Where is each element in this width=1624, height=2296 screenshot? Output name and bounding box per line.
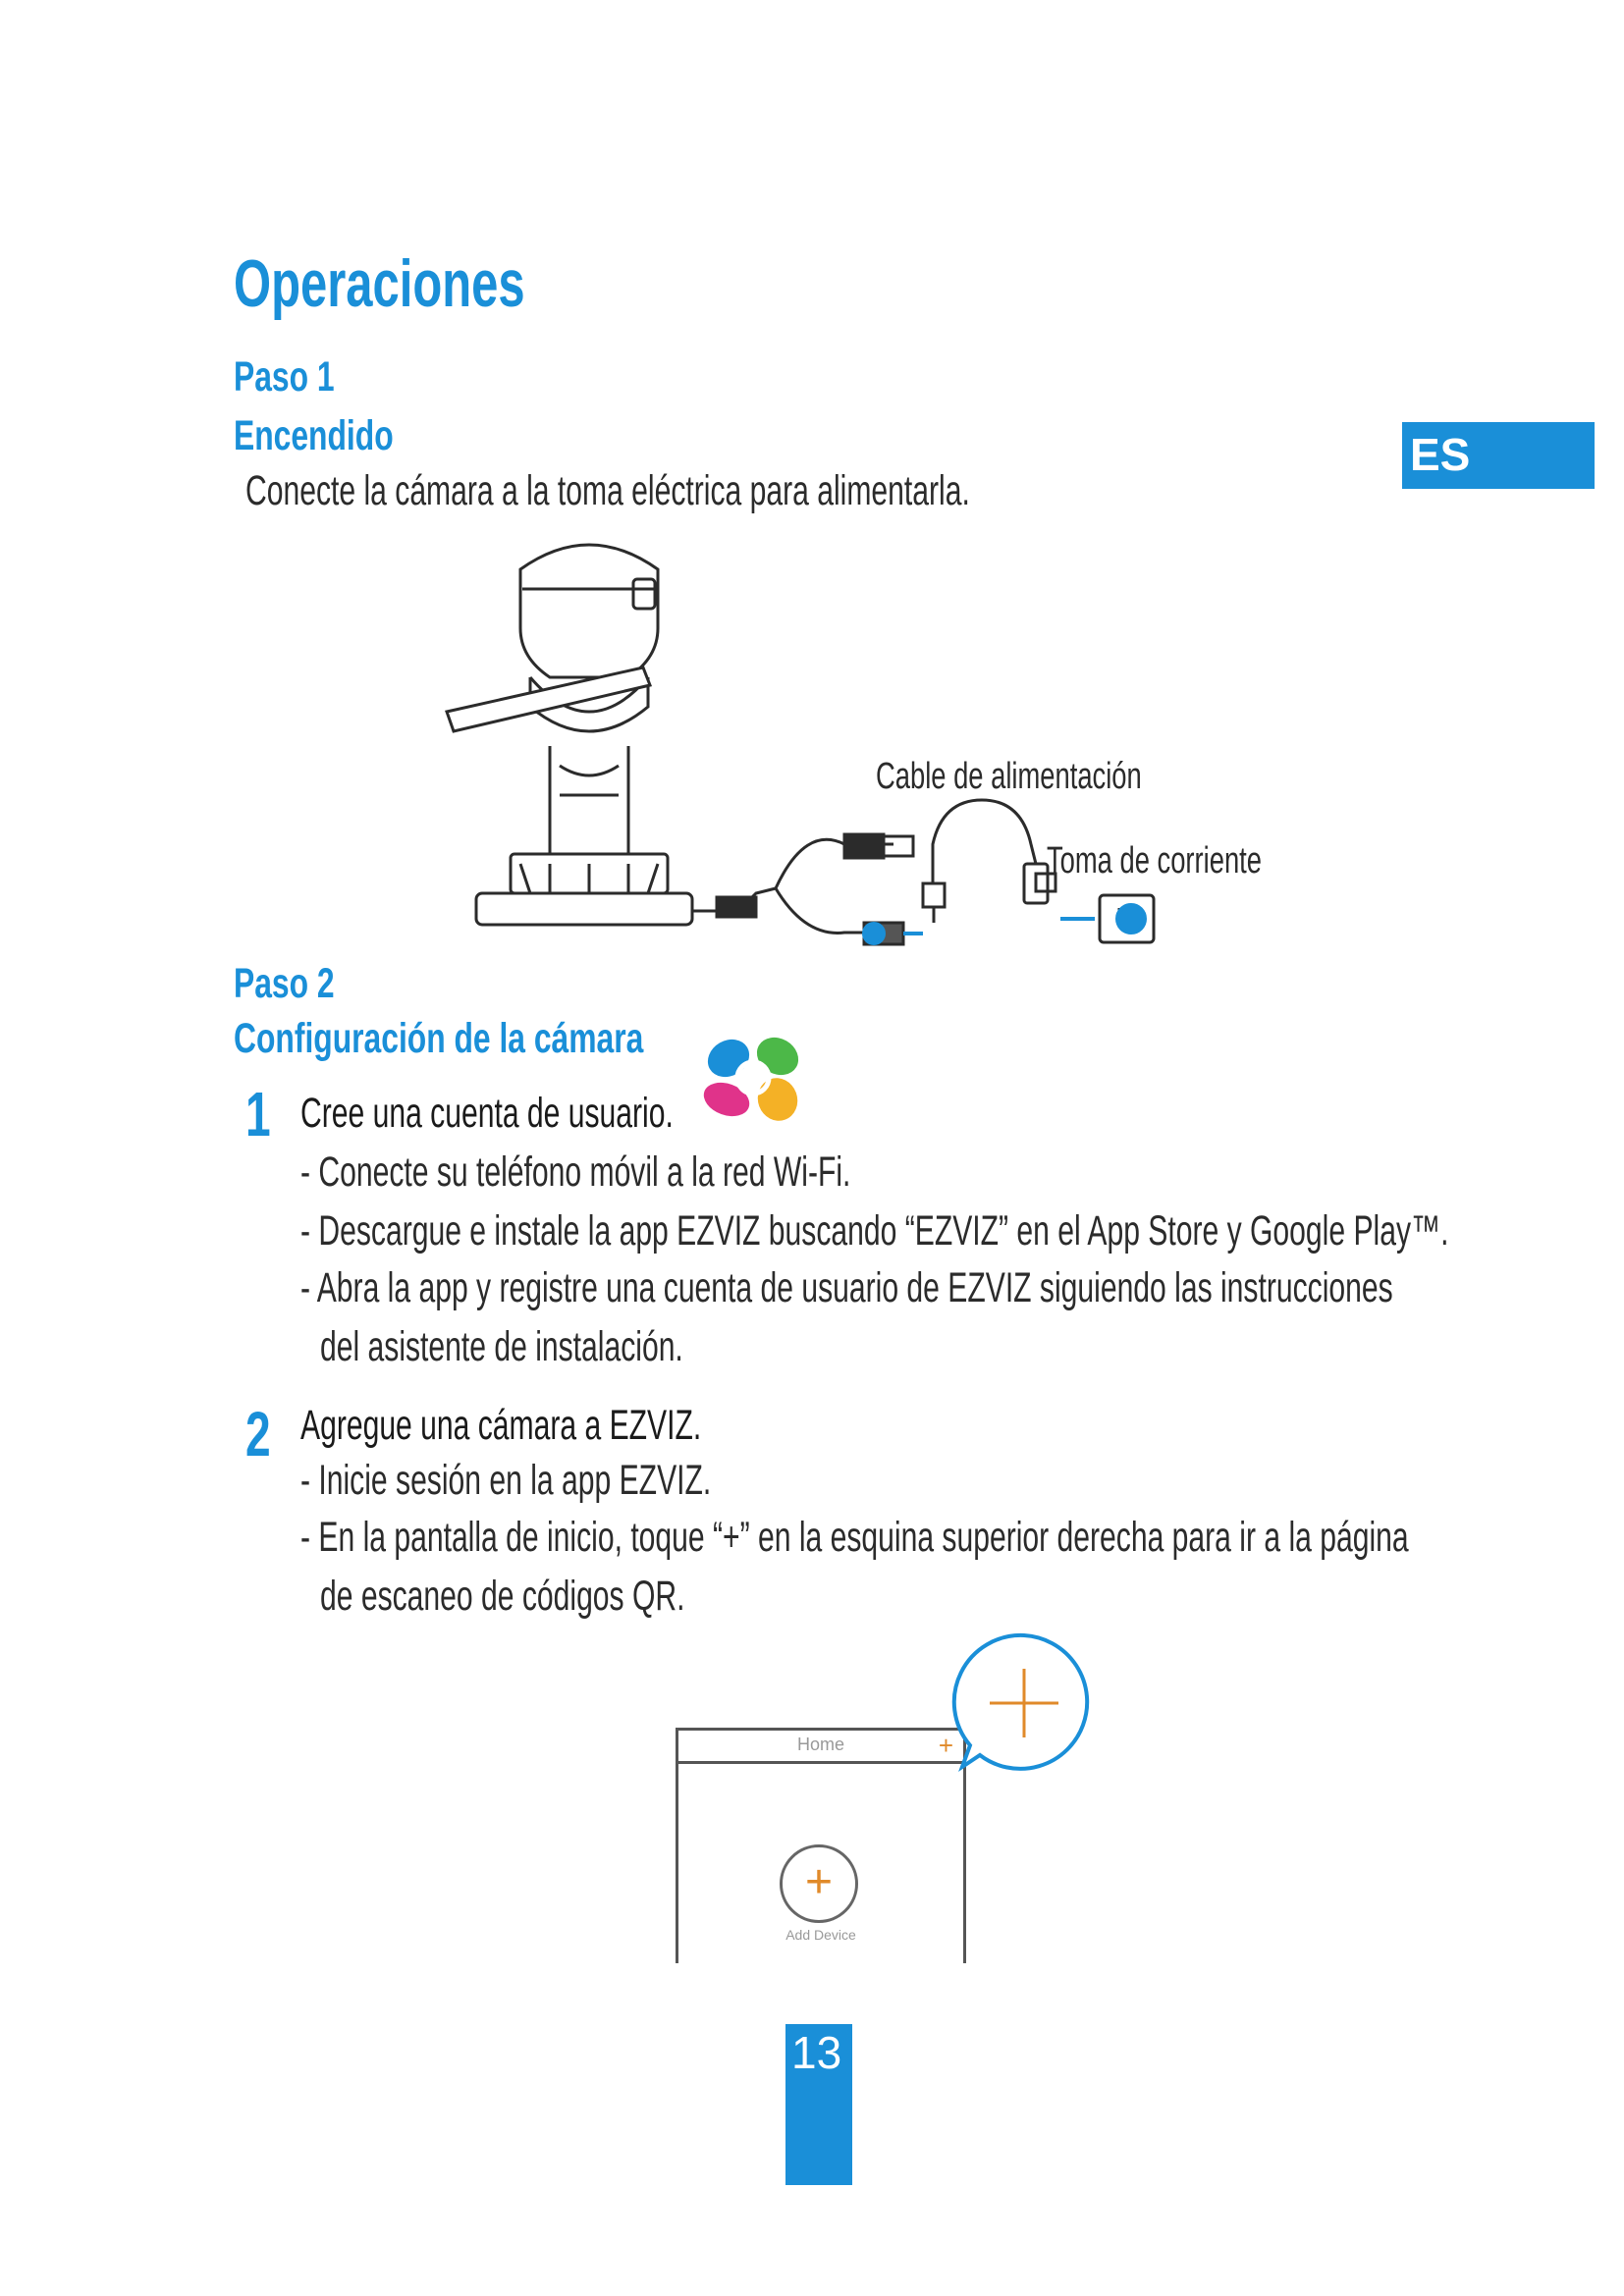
item2-bullet-continued: de escaneo de códigos QR. (320, 1573, 685, 1620)
step1-title: Paso 1 (234, 353, 335, 400)
language-tab (1402, 422, 1595, 489)
phone-header-title: Home (796, 1735, 844, 1754)
phone-screen-illustration (676, 1728, 966, 1963)
step2-subtitle: Configuración de la cámara (234, 1015, 644, 1062)
step1-text: Conecte la cámara a la toma eléctrica para alimentarla. (245, 467, 970, 514)
step2-title: Paso 2 (234, 960, 335, 1007)
add-device-label: Add Device (785, 1927, 856, 1943)
item1-bullet: - Abra la app y registre una cuenta de usuario de EZVIZ siguiendo las instrucciones (300, 1264, 1393, 1311)
outlet-label: Toma de corriente (1047, 840, 1262, 881)
item2-bullet: - Inicie sesión en la app EZVIZ. (300, 1457, 712, 1504)
item2-number: 2 (245, 1399, 271, 1469)
item2-bullet: - En la pantalla de inicio, toque “+” en la esquina superior derecha para ir a la página (300, 1514, 1409, 1561)
item1-title: Cree una cuenta de usuario. (300, 1090, 674, 1137)
plus-callout-icon (938, 1629, 1108, 1787)
camera-illustration (432, 530, 1218, 962)
page-number-bar (785, 2024, 852, 2185)
step1-subtitle: Encendido (234, 412, 394, 459)
header-add-icon[interactable]: + (938, 1731, 953, 1760)
item1-bullet: - Descargue e instale la app EZVIZ buscando “EZVIZ” en el App Store y Google Play™. (300, 1207, 1449, 1255)
phone-header-bar (678, 1731, 963, 1764)
add-device-plus-icon: + (804, 1856, 834, 1908)
page-title: Operaciones (234, 246, 525, 321)
add-device-button[interactable] (780, 1844, 858, 1923)
item1-number: 1 (245, 1079, 271, 1149)
item2-title: Agregue una cámara a EZVIZ. (300, 1402, 702, 1449)
page-number: 13 (791, 2027, 842, 2078)
item1-bullet-continued: del asistente de instalación. (320, 1323, 683, 1370)
cable-label: Cable de alimentación (876, 756, 1142, 797)
item1-bullet: - Conecte su teléfono móvil a la red Wi-Fi. (300, 1148, 851, 1196)
ezviz-logo-icon (699, 1029, 807, 1127)
language-tab-label: ES (1410, 429, 1471, 480)
